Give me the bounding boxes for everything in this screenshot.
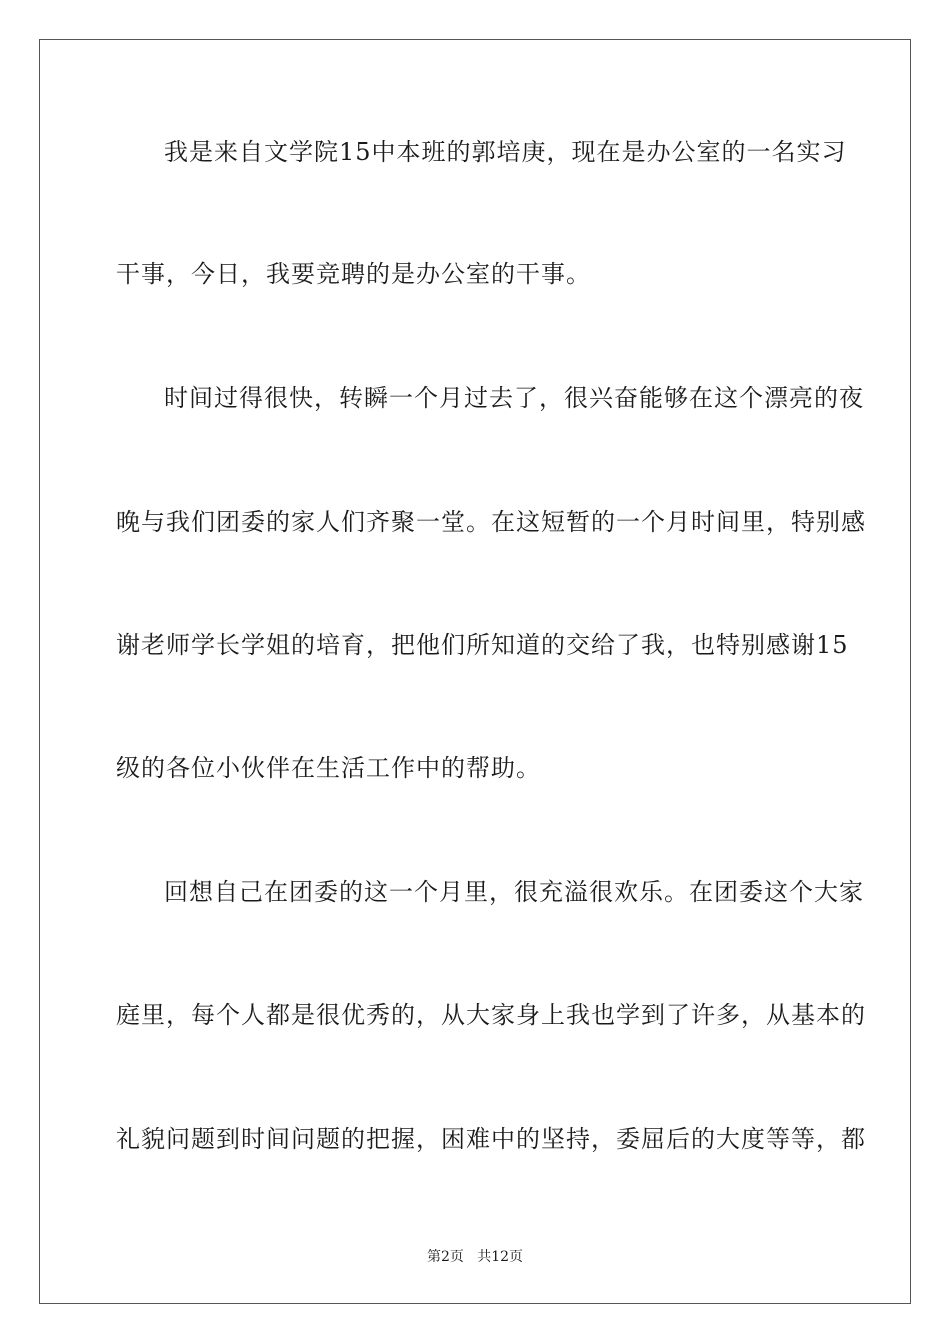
paragraph-1-line-1: 我是来自文学院15中本班的郭培庚，现在是办公室的一名实习 [164, 138, 847, 166]
paragraph-3-line-2: 庭里，每个人都是很优秀的，从大家身上我也学到了许多，从基本的 [116, 1001, 866, 1029]
paragraph-2-line-4: 级的各位小伙伴在生活工作中的帮助。 [116, 754, 541, 782]
paragraph-1-line-2: 干事，今日，我要竞聘的是办公室的干事。 [116, 260, 591, 288]
paragraph-3-line-3: 礼貌问题到时间问题的把握，困难中的坚持，委屈后的大度等等，都 [116, 1125, 866, 1153]
paragraph-2-line-1: 时间过得很快，转瞬一个月过去了，很兴奋能够在这个漂亮的夜 [164, 384, 864, 412]
paragraph-2-line-3: 谢老师学长学姐的培育，把他们所知道的交给了我，也特别感谢15 [116, 631, 849, 659]
page-number-footer: 第2页 共12页 [426, 1249, 524, 1265]
page-border [39, 39, 911, 1304]
paragraph-2-line-2: 晚与我们团委的家人们齐聚一堂。在这短暂的一个月时间里，特别感 [116, 508, 866, 536]
paragraph-3-line-1: 回想自己在团委的这一个月里，很充溢很欢乐。在团委这个大家 [164, 878, 864, 906]
